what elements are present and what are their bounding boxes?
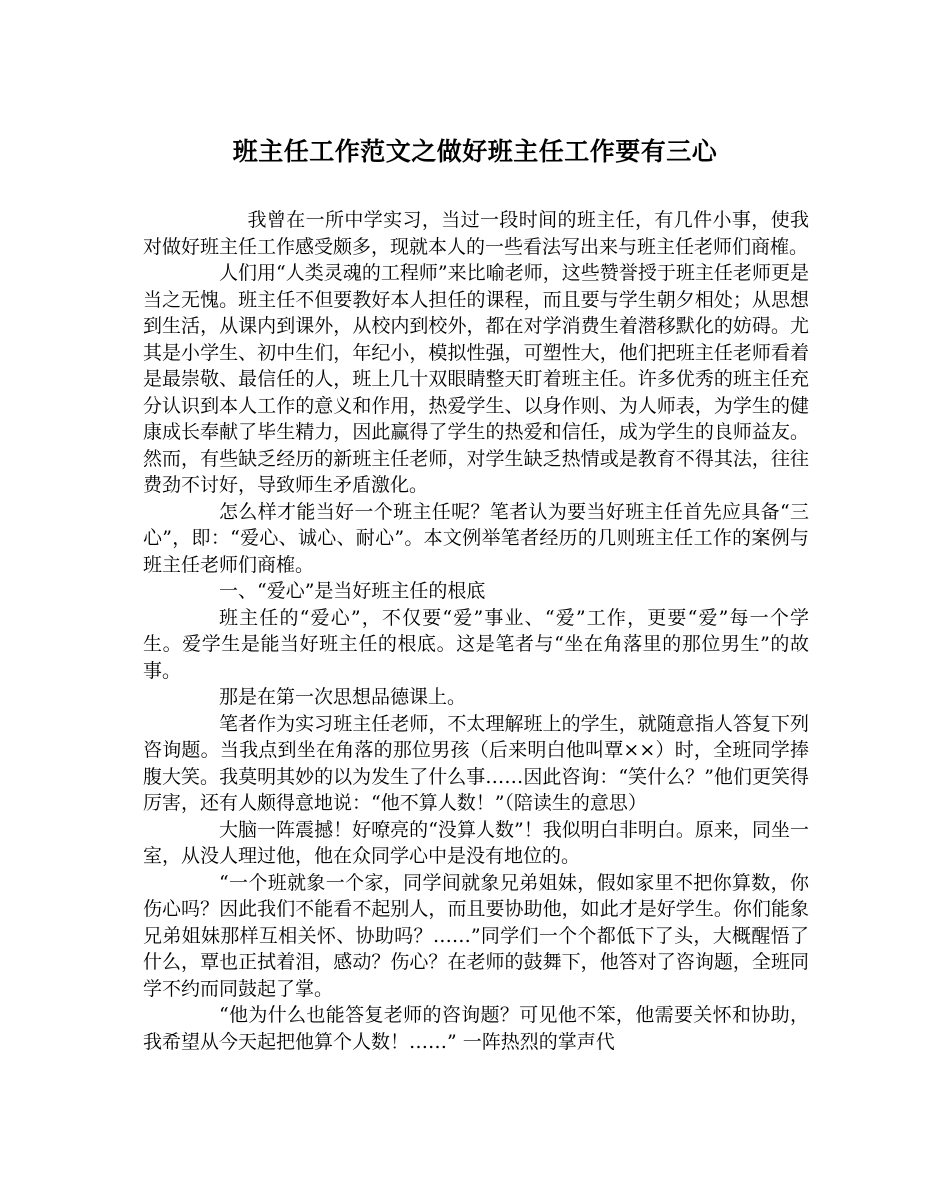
paragraph-6: 笔者作为实习班主任老师，不太理解班上的学生，就随意指人答复下列咨询题。当我点到坐在角落的那位男孩（后来明白他叫覃××）时，全班同学捧腹大笑。我莫明其妙的以为发生了什么事……因此咨询：“笑什么？”他们更笑得厉害，还有人颇得意地说：“他不算人数！”（陪读生的意思）	[143, 712, 809, 814]
paragraph-1: 我曾在一所中学实习，当过一段时间的班主任，有几件小事，使我对做好班主任工作感受颇多，现就本人的一些看法写出来与班主任老师们商榷。	[143, 209, 809, 258]
paragraph-2: 人们用“人类灵魂的工程师”来比喻老师，这些赞誉授于班主任老师更是当之无愧。班主任不但要教好本人担任的课程，而且要与学生朝夕相处；从思想到生活，从课内到课外，从校内到校外，都在对学消费生着潜移默化的妨碍。尤其是小学生、初中生们，年纪小，模拟性强，可塑性大，他们把班主任老师看着是最崇敬、最信任的人，班上几十双眼睛整天盯着班主任。许多优秀的班主任充分认识到本人工作的意义和作用，热爱学生、以身作则、为人师表，为学生的健康成长奉献了毕生精力，因此赢得了学生的热爱和信任，成为学生的良师益友。然而，有些缺乏经历的新班主任老师，对学生缺乏热情或是教育不得其法，往往费劲不讨好，导致师生矛盾激化。	[143, 262, 809, 496]
paragraph-5: 那是在第一次思想品德课上。	[219, 686, 467, 708]
section-heading-1: 一、“爱心”是当好班主任的根底	[219, 580, 486, 602]
paragraph-9: “他为什么也能答复老师的咨询题？可见他不笨，他需要关怀和协助，我希望从今天起把他算个人数！……” 一阵热烈的掌声代	[143, 1004, 809, 1053]
document-title: 班主任工作范文之做好班主任工作要有三心	[232, 137, 718, 166]
paragraph-8: “一个班就象一个家，同学间就象兄弟姐妹，假如家里不把你算数，你伤心吗？因此我们不能看不起别人，而且要协助他，如此才是好学生。你们能象兄弟姐妹那样互相关怀、协助吗？……”同学们一个个都低下了头，大概醒悟了什么，覃也正拭着泪，感动？伤心？在老师的鼓舞下，他答对了咨询题，全班同学不约而同鼓起了掌。	[143, 871, 809, 1000]
paragraph-3: 怎么样才能当好一个班主任呢？笔者认为要当好班主任首先应具备“三心”，即：“爱心、诚心、耐心”。本文例举笔者经历的几则班主任工作的案例与班主任老师们商榷。	[143, 500, 809, 576]
paragraph-4: 班主任的“爱心”，不仅要“爱”事业、“爱”工作，更要“爱”每一个学生。爱学生是能当好班主任的根底。这是笔者与“坐在角落里的那位男生”的故事。	[143, 606, 809, 682]
document-body	[143, 207, 809, 1055]
paragraph-7: 大脑一阵震撼！好嘹亮的“没算人数”！我似明白非明白。原来，同坐一室，从没人理过他，他在众同学心中是没有地位的。	[143, 818, 809, 867]
